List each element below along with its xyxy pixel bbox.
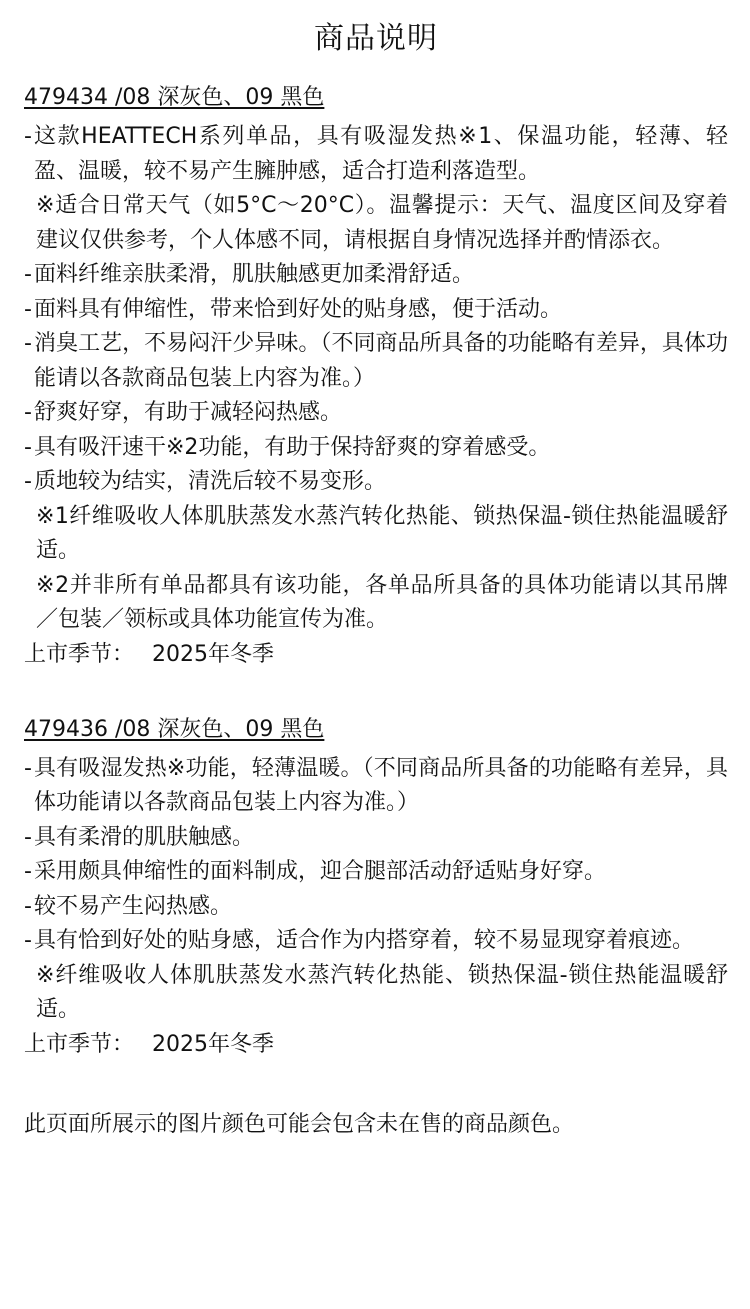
feature-text: 具有恰到好处的贴身感，适合作为内搭穿着，较不易显现穿着痕迹。: [34, 928, 695, 953]
dash-marker: -: [24, 469, 32, 494]
feature-list: [24, 120, 728, 638]
feature-list: [24, 752, 728, 1028]
dash-marker: -: [24, 893, 32, 919]
feature-item: [24, 752, 728, 821]
feature-text: 面料纤维亲肤柔滑，肌肤触感更加柔滑舒适。: [34, 262, 475, 287]
season-label: 上市季节：: [24, 1031, 135, 1057]
dash-marker: -: [24, 296, 32, 322]
feature-item: [24, 431, 728, 466]
season-value: 2025年冬季: [152, 641, 275, 667]
product-code: 479436 /08 深灰色、09 黑色: [24, 716, 325, 742]
feature-text: 较不易产生闷热感。: [34, 893, 233, 919]
feature-text: 质地较为结实，清洗后较不易变形。: [34, 469, 387, 494]
feature-item: [24, 120, 728, 189]
dash-marker: -: [24, 124, 32, 149]
feature-text: ※2并非所有单品都具有该功能，各单品所具备的具体功能请以其吊牌／包装／领标或具体功能宣传为准。: [36, 572, 728, 632]
feature-text: ※纤维吸收人体肌肤蒸发水蒸汽转化热能、锁热保温-锁住热能温暖舒适。: [36, 962, 728, 1022]
dash-marker: -: [24, 262, 32, 287]
season-value: 2025年冬季: [152, 1031, 275, 1057]
feature-item: [24, 258, 728, 293]
dash-marker: -: [24, 331, 32, 356]
feature-note: [24, 959, 728, 1028]
product-code: 479434 /08 深灰色、09 黑色: [24, 85, 325, 110]
page-title: 商品说明: [314, 21, 438, 56]
dash-marker: -: [24, 755, 32, 781]
feature-item: [24, 293, 728, 328]
feature-text: 这款HEATTECH系列单品，具有吸湿发热※1、保温功能，轻薄、轻盈、温暖，较不易产生臃肿感，适合打造利落造型。: [34, 124, 728, 184]
feature-text: ※1纤维吸收人体肌肤蒸发水蒸汽转化热能、锁热保温-锁住热能温暖舒适。: [36, 503, 728, 563]
feature-text: 舒爽好穿，有助于减轻闷热感。: [34, 400, 343, 425]
feature-item: [24, 855, 728, 890]
release-season: [24, 1028, 728, 1062]
feature-text: 具有柔滑的肌肤触感。: [34, 824, 255, 850]
release-season: [24, 638, 728, 672]
color-disclaimer: 此页面所展示的图片颜色可能会包含未在售的商品颜色。: [24, 1111, 575, 1137]
season-label: 上市季节：: [24, 641, 135, 667]
feature-item: [24, 396, 728, 431]
dash-marker: -: [24, 928, 32, 953]
feature-text: 面料具有伸缩性，带来恰到好处的贴身感，便于活动。: [34, 296, 563, 322]
feature-note: [24, 189, 728, 258]
feature-note: [24, 500, 728, 569]
dash-marker: -: [24, 859, 32, 884]
feature-text: ※适合日常天气（如5°C～20°C）。温馨提示：天气、温度区间及穿着建议仅供参考，个人体感不同，请根据自身情况选择并酌情添衣。: [36, 193, 728, 253]
product-section: [24, 84, 728, 672]
feature-item: [24, 327, 728, 396]
feature-note: [24, 569, 728, 638]
product-section: [24, 716, 728, 1062]
feature-text: 具有吸汗速干※2功能，有助于保持舒爽的穿着感受。: [34, 434, 551, 460]
feature-text: 具有吸湿发热※功能，轻薄温暖。（不同商品所具备的功能略有差异，具体功能请以各款商品包装上内容为准。）: [34, 755, 728, 815]
feature-item: [24, 924, 728, 959]
feature-item: [24, 890, 728, 925]
dash-marker: -: [24, 400, 32, 425]
feature-text: 消臭工艺，不易闷汗少异味。（不同商品所具备的功能略有差异，具体功能请以各款商品包装上内容为准。）: [34, 331, 728, 391]
dash-marker: -: [24, 434, 32, 460]
feature-item: [24, 821, 728, 856]
feature-text: 采用颇具伸缩性的面料制成，迎合腿部活动舒适贴身好穿。: [34, 859, 607, 884]
feature-item: [24, 465, 728, 500]
dash-marker: -: [24, 824, 32, 850]
